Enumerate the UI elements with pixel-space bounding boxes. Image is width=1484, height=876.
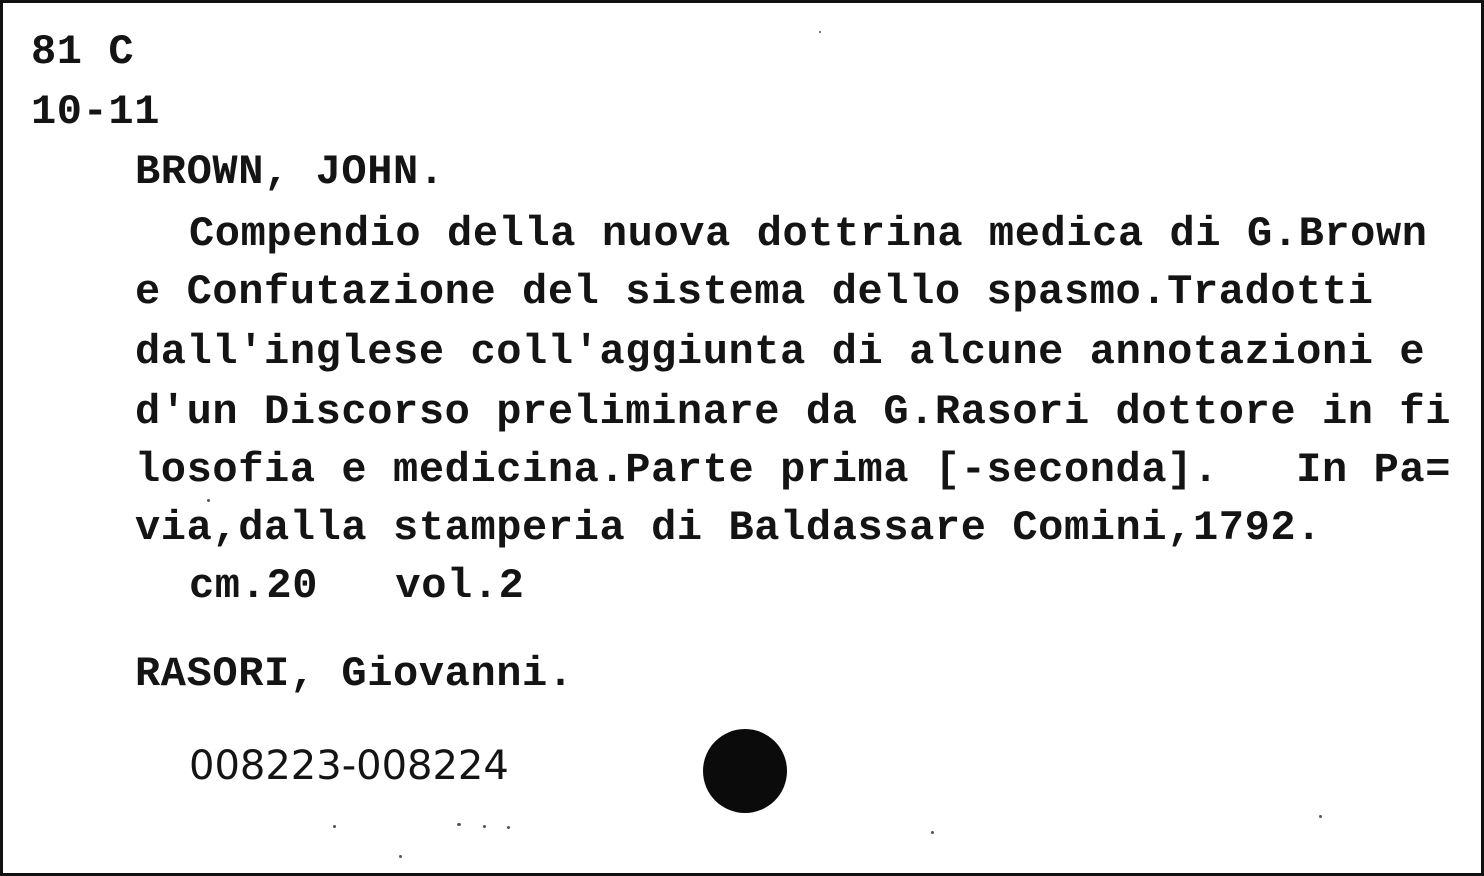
speck: [207, 499, 210, 502]
image-number: 008223-008224: [189, 743, 509, 789]
title-line-4: d'un Discorso preliminare da G.Rasori dottore in fi: [135, 388, 1452, 436]
added-entry: RASORI, Giovanni.: [135, 650, 574, 698]
title-line-5: losofia e medicina.Parte prima [-seconda]. In Pa=: [135, 446, 1452, 494]
title-line-2: e Confutazione del sistema dello spasmo.Tradotti: [135, 268, 1374, 316]
title-line-1: Compendio della nuova dottrina medica di G.Brown: [189, 210, 1428, 258]
title-line-3: dall'inglese coll'aggiunta di alcune annotazioni e: [135, 328, 1426, 376]
speck: [333, 825, 336, 828]
speck: [819, 31, 821, 33]
speck: [457, 823, 461, 826]
speck: [483, 825, 486, 828]
physical-description: cm.20 vol.2: [189, 562, 525, 610]
speck: [399, 855, 402, 858]
speck: [931, 831, 934, 834]
speck: [507, 826, 510, 829]
punch-hole-dot: [703, 729, 787, 813]
call-number-line2: 10-11: [31, 88, 161, 136]
speck: [1319, 815, 1322, 818]
title-line-6: via,dalla stamperia di Baldassare Comini,1792.: [135, 504, 1322, 552]
call-number-line1: 81 C: [31, 28, 135, 76]
main-entry: BROWN, JOHN.: [135, 148, 445, 196]
